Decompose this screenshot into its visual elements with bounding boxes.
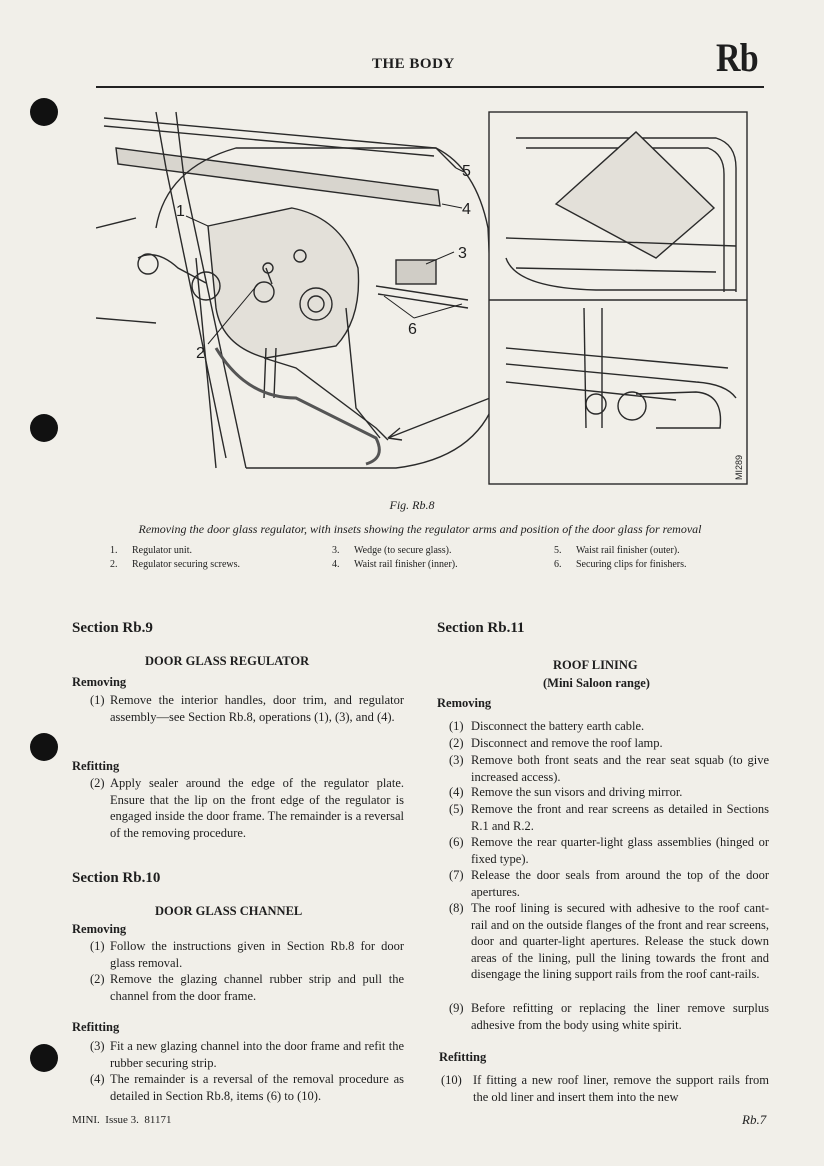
legend-item: 4. Waist rail finisher (inner). bbox=[332, 559, 458, 570]
binder-hole bbox=[30, 1044, 58, 1072]
callout-5: 5 bbox=[462, 163, 471, 180]
binder-hole bbox=[30, 414, 58, 442]
figure-legend-col-3 bbox=[554, 544, 687, 572]
step-item: (6) Remove the rear quarter-light glass assemblies (hinged or fixed type). bbox=[449, 835, 769, 866]
page-title: THE BODY bbox=[372, 56, 455, 72]
step-item: (2) Remove the glazing channel rubber strip and pull the channel from the door frame. bbox=[90, 972, 404, 1003]
step-item: (4) Remove the sun visors and driving mirror. bbox=[449, 785, 683, 799]
legend-item: 2. Regulator securing screws. bbox=[110, 559, 241, 570]
footer-issue: MINI. Issue 3. 81171 bbox=[72, 1114, 172, 1126]
section-heading-rb10: Section Rb.10 bbox=[72, 870, 161, 886]
callout-6: 6 bbox=[408, 321, 417, 338]
step-item: (3) Fit a new glazing channel into the door frame and refit the rubber securing strip. bbox=[90, 1039, 404, 1070]
section-subtitle: (Mini Saloon range) bbox=[543, 676, 650, 690]
removing-label: Removing bbox=[72, 922, 127, 936]
section-code: Rb bbox=[716, 35, 758, 80]
step-item: (7) Release the door seals from around the top of the door apertures. bbox=[449, 868, 769, 899]
inset-code: MI289 bbox=[734, 454, 744, 480]
legend-item: 3. Wedge (to secure glass). bbox=[332, 545, 452, 556]
callout-2: 2 bbox=[196, 345, 205, 362]
section-title-door-glass-regulator: DOOR GLASS REGULATOR bbox=[145, 654, 310, 668]
refitting-label: Refitting bbox=[72, 759, 120, 773]
step-item: (4) The remainder is a reversal of the removal procedure as detailed in Section Rb.8, items (6) to (10). bbox=[90, 1072, 404, 1103]
step-item: (8) The roof lining is secured with adhesive to the roof cant-rail and on the outside flanges of the front and rear screens, door and quarter-light apertures. Release the stuck down areas of the lining, pull the lining towards the front and disengage the lining support rails from the roof cant-rails. bbox=[449, 901, 769, 981]
binder-hole bbox=[30, 98, 58, 126]
callout-1: 1 bbox=[176, 203, 185, 220]
section-heading-rb9: Section Rb.9 bbox=[72, 620, 153, 636]
step-item: (9) Before refitting or replacing the liner remove surplus adhesive from the body using white spirit. bbox=[449, 1001, 769, 1032]
refitting-label: Refitting bbox=[439, 1050, 487, 1064]
step-item: (3) Remove both front seats and the rear seat squab (to give increased access). bbox=[449, 753, 769, 784]
legend-item: 1. Regulator unit. bbox=[110, 545, 192, 556]
door-regulator-illustration bbox=[96, 108, 752, 488]
step-item: (2) Apply sealer around the edge of the regulator plate. Ensure that the lip on the front edge of the regulator is engaged inside the door frame. The remainder is a reversal of the removing procedure. bbox=[90, 776, 404, 840]
binder-hole bbox=[30, 733, 58, 761]
figure-caption: Removing the door glass regulator, with insets showing the regulator arms and position of the door glass for removal bbox=[138, 522, 702, 536]
step-item: (1) Remove the interior handles, door trim, and regulator assembly—see Section Rb.8, operations (1), (3), and (4). bbox=[90, 693, 404, 724]
section-title-roof-lining: ROOF LINING bbox=[553, 658, 638, 672]
removing-label: Removing bbox=[437, 696, 492, 710]
callout-4: 4 bbox=[462, 201, 471, 218]
legend-item: 5. Waist rail finisher (outer). bbox=[554, 545, 680, 556]
step-item: (5) Remove the front and rear screens as detailed in Sections R.1 and R.2. bbox=[449, 802, 769, 833]
removing-label: Removing bbox=[72, 675, 127, 689]
step-item: (1) Disconnect the battery earth cable. bbox=[449, 719, 645, 733]
figure-legend-col-1 bbox=[110, 544, 240, 572]
figure-legend-col-2 bbox=[332, 544, 458, 572]
step-item: (10) If fitting a new roof liner, remove the support rails from the old liner and insert them into the new bbox=[441, 1073, 769, 1104]
header-rule bbox=[96, 86, 764, 88]
legend-item: 6. Securing clips for finishers. bbox=[554, 559, 687, 570]
step-item: (1) Follow the instructions given in Section Rb.8 for door glass removal. bbox=[90, 939, 404, 970]
footer-page-number: Rb.7 bbox=[742, 1112, 767, 1127]
figure-title: Fig. Rb.8 bbox=[389, 498, 435, 512]
step-item: (2) Disconnect and remove the roof lamp. bbox=[449, 736, 663, 750]
section-heading-rb11: Section Rb.11 bbox=[437, 620, 525, 636]
section-title-door-glass-channel: DOOR GLASS CHANNEL bbox=[155, 904, 303, 918]
callout-3: 3 bbox=[458, 245, 467, 262]
refitting-label: Refitting bbox=[72, 1020, 120, 1034]
